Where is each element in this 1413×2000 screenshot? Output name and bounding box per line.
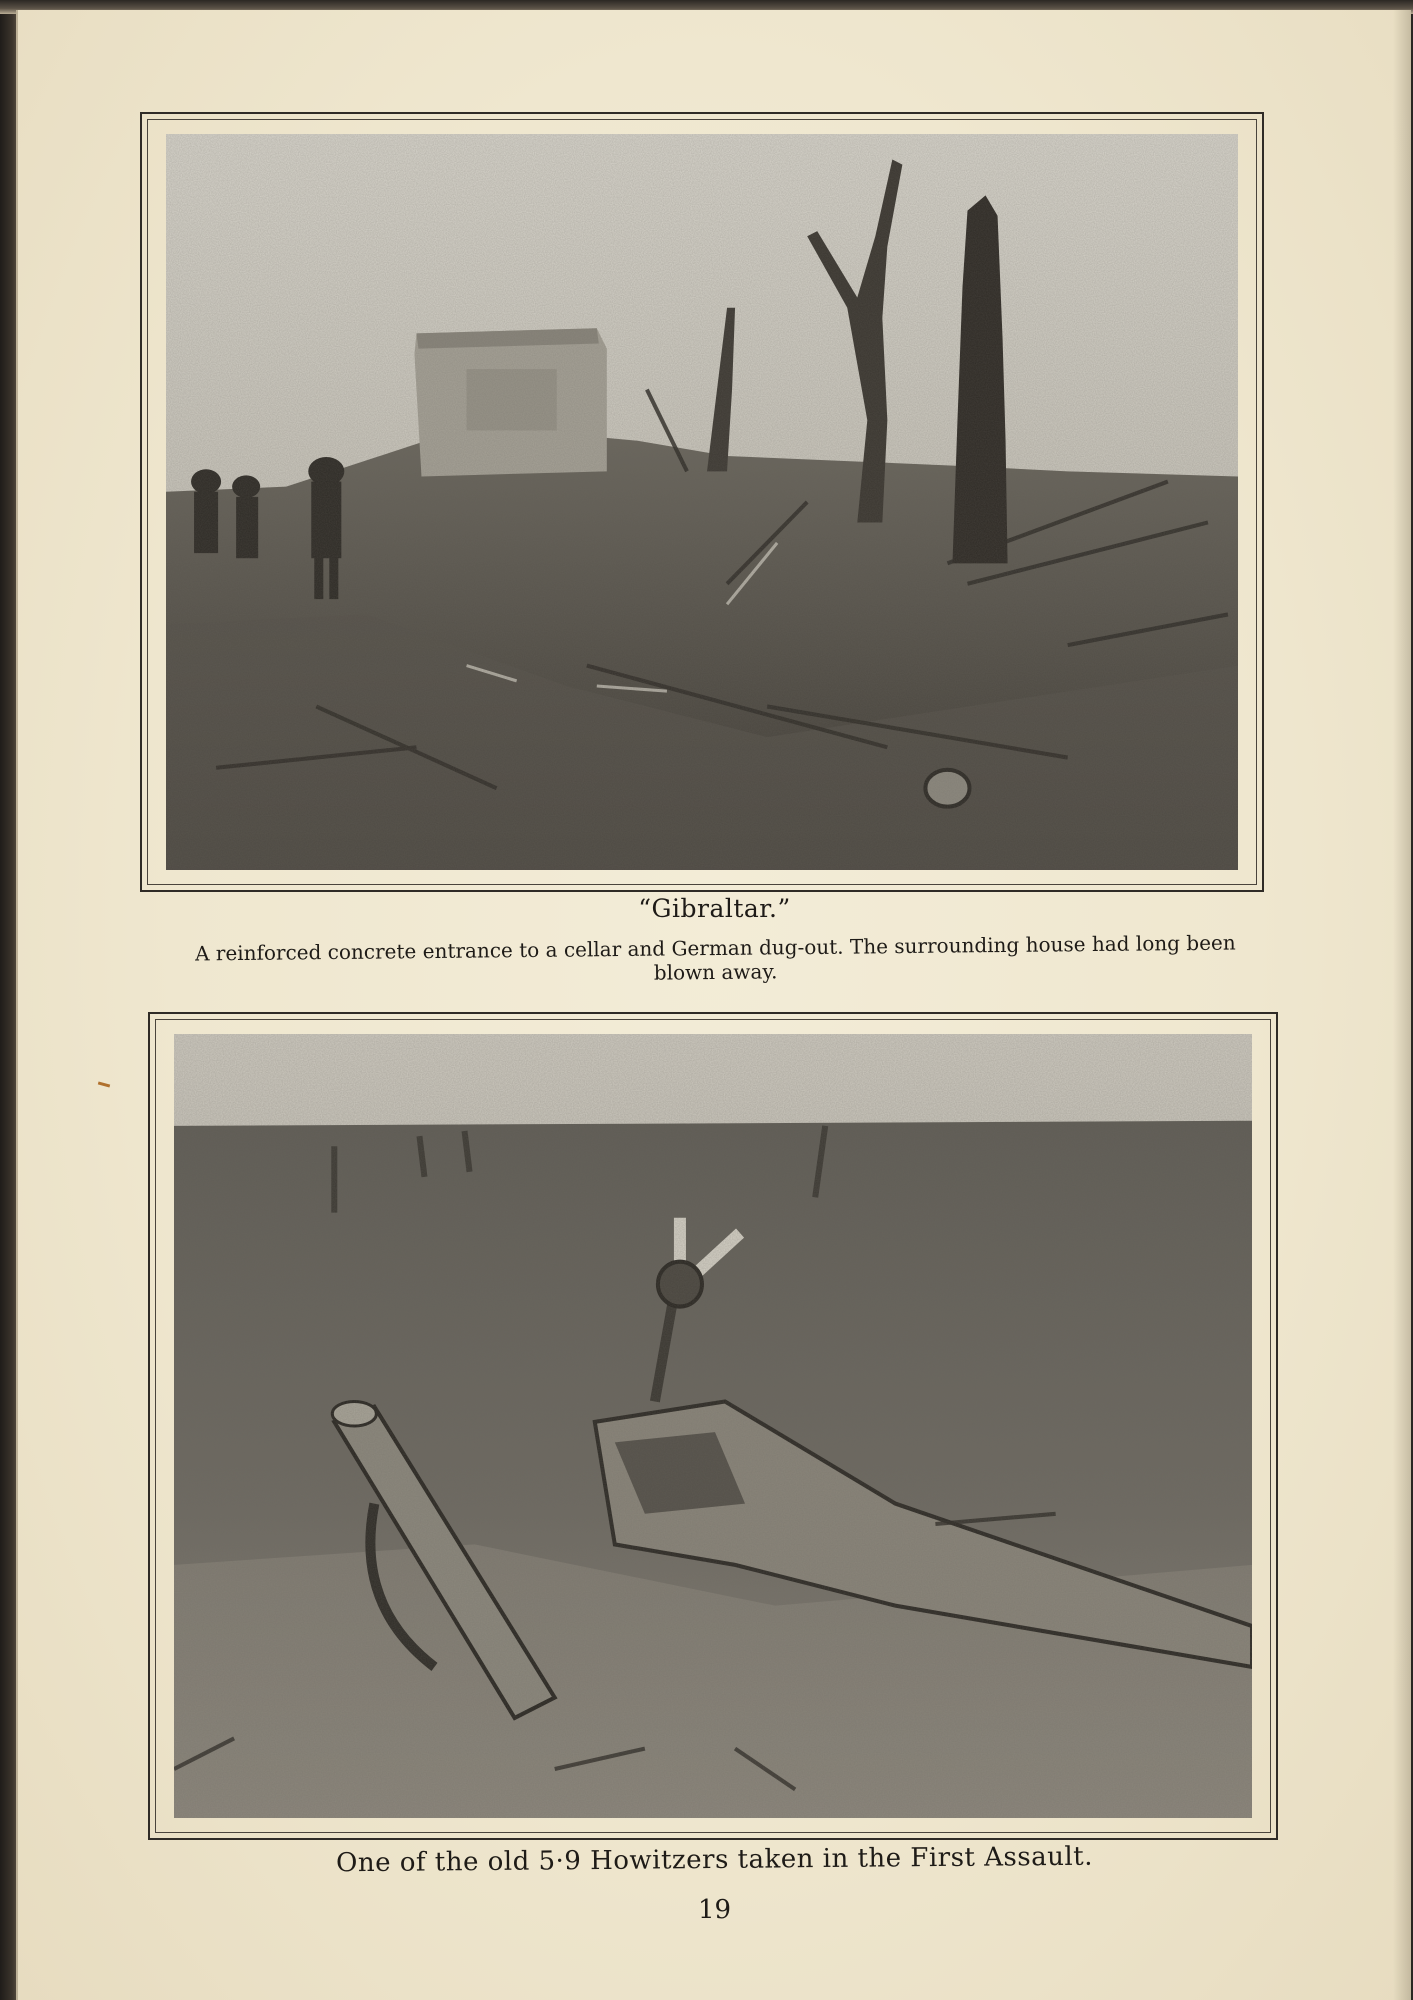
- photo-frame-bottom: [148, 1012, 1278, 1840]
- top-photo-caption-body: A reinforced concrete entrance to a cellar and German dug-out. The surrounding house had long been blown away.: [194, 930, 1236, 985]
- margin-pencil-mark: [98, 1081, 110, 1087]
- gibraltar-photo: [166, 134, 1238, 870]
- photo-frame-top-inner: [147, 119, 1257, 885]
- bottom-photo-caption: One of the old 5·9 Howitzers taken in the First Assault.: [335, 1841, 1094, 1879]
- book-page: [16, 10, 1411, 2000]
- top-photo-caption-title: “Gibraltar.”: [638, 894, 791, 923]
- page-number: 19: [697, 1895, 732, 1925]
- photo-frame-top: [140, 112, 1264, 892]
- howitzer-photo: [174, 1034, 1252, 1818]
- photo-frame-bottom-inner: [155, 1019, 1271, 1833]
